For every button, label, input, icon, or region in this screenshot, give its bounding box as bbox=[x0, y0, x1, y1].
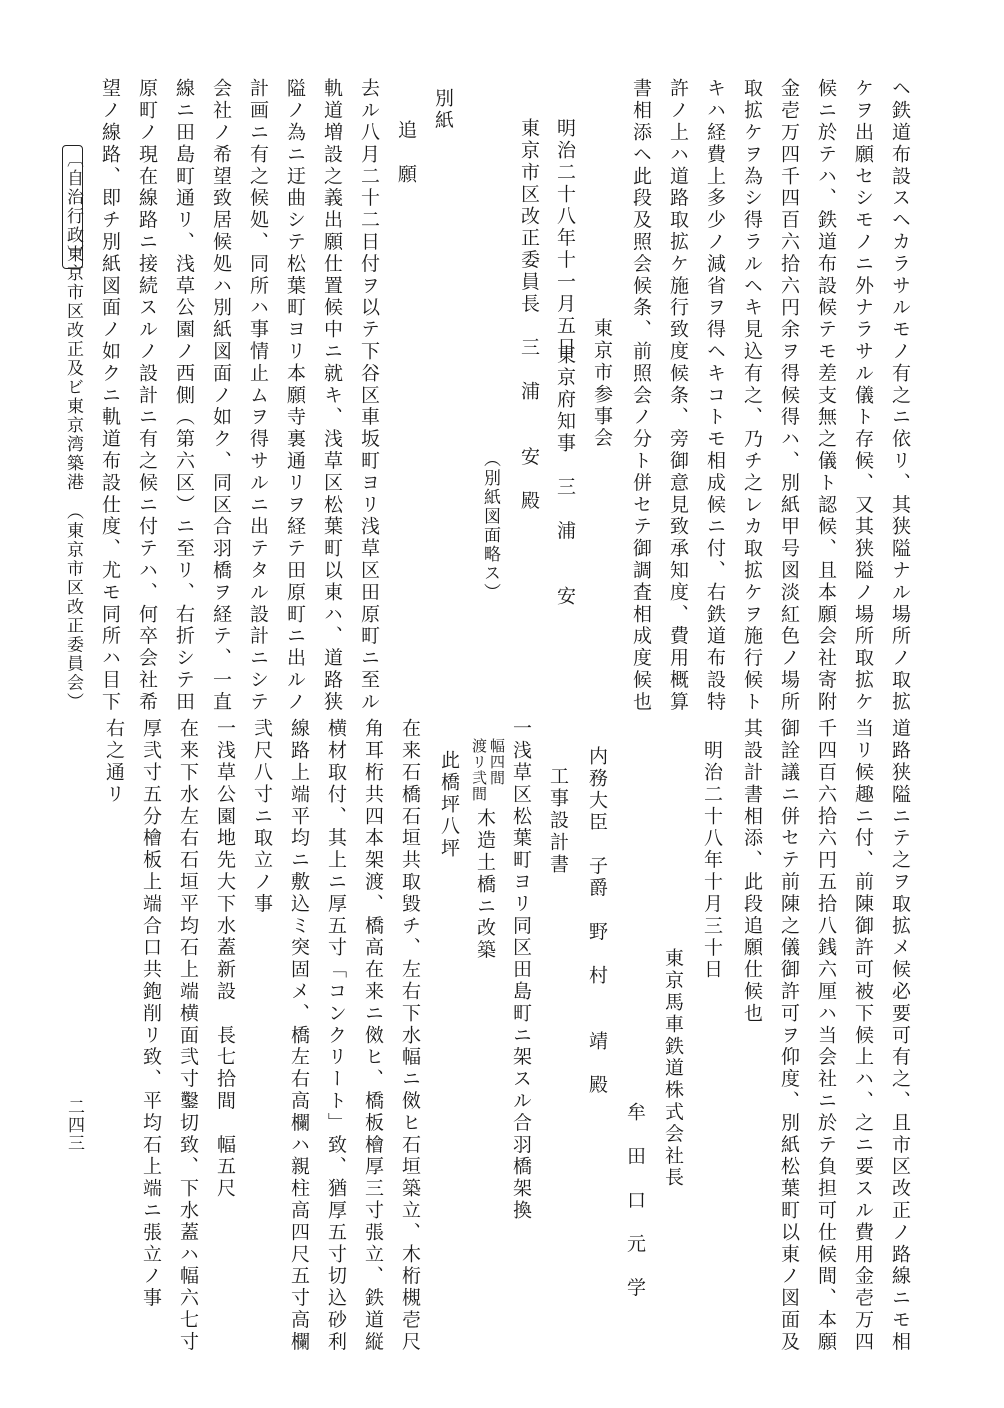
petition-line-7: 原町ノ現在線路ニ接続スルノ設計ニ有之候ニ付テハ、何卒会社希 bbox=[136, 78, 158, 714]
construction-plan-heading: 工事設計書 bbox=[547, 766, 569, 876]
attachment-label: 別紙 bbox=[432, 88, 454, 132]
letter-date: 明治二十八年十一月五日 bbox=[554, 118, 576, 359]
letter-line-6: キハ経費上多少ノ減省ヲ得ヘキコトモ相成候ニ付、右鉄道布設特 bbox=[704, 78, 726, 714]
construction-item: 一浅草区松葉町ヨリ同区田島町ニ架スル合羽橋架換 bbox=[510, 718, 532, 1222]
petition-date: 明治二十八年十月三十日 bbox=[701, 740, 723, 981]
addressee-committee-chair: 東京市区改正委員長 三 浦 安 殿 bbox=[518, 118, 540, 513]
spec-line-6: 一浅草公園地先大下水蓋新設 長七拾間 幅五尺 bbox=[214, 718, 236, 1200]
letter-line-7: 許ノ上ハ道路取拡ケ施行致度候条、旁御意見致承知度、費用概算 bbox=[667, 78, 689, 714]
petition-line-9: 道路狭隘ニテ之ヲ取拡メ候必要可有之、且市区改正ノ路線ニモ相 bbox=[889, 718, 911, 1354]
spec-line-4: 線路上端平均ニ敷込ミ突固メ、橋左右高欄ハ親柱高四尺五寸高欄 bbox=[288, 718, 310, 1354]
addressee-home-minister: 内務大臣 子爵 野 村 靖 殿 bbox=[586, 746, 608, 1097]
petition-line-8: 望ノ線路、即チ別紙図面ノ如クニ軌道布設仕度、尤モ同所ハ目下 bbox=[99, 78, 121, 714]
spec-closing: 右之通リ bbox=[103, 718, 125, 806]
omitted-map-note: （別紙図面略ス） bbox=[480, 450, 500, 602]
letter-line-3: 候ニ於テハ、鉄道布設候テモ差支無之儀ト認候、且本願会社寄附 bbox=[815, 78, 837, 714]
spec-line-1: 在来石橋石垣共取毀チ、左右下水幅ニ傚ヒ石垣築立、木桁槻壱尺 bbox=[399, 718, 421, 1354]
letter-line-1: ヘ鉄道布設スヘカラサルモノ有之ニ依リ、其狭隘ナル場所ノ取拡 bbox=[889, 78, 911, 714]
petition-line-12: 御詮議ニ併セテ前陳之儀御許可ヲ仰度、別紙松葉町以東ノ図面及 bbox=[778, 718, 800, 1354]
spec-line-8: 厚弐寸五分檜板上端合口共鉋削リ致、平均石上端ニ張立ノ事 bbox=[140, 718, 162, 1310]
bridge-span: 渡リ弐間 bbox=[470, 738, 488, 802]
supplementary-petition-heading: 追 願 bbox=[395, 120, 417, 186]
spec-line-2: 角耳桁共四本架渡、橋高在来ニ傚ヒ、橋板檜厚三寸張立、鉄道縦 bbox=[362, 718, 384, 1354]
company-president-name: 牟 田 口 元 学 bbox=[624, 1102, 646, 1300]
petition-line-3: 隘ノ為ニ迂曲シテ松葉町ヨリ本願寺裏通リヲ経テ田原町ニ出ルノ bbox=[284, 78, 306, 714]
letter-line-4: 金壱万四千四百六拾六円余ヲ得候得ハ、別紙甲号図淡紅色ノ場所 bbox=[778, 78, 800, 714]
addressee-governor: 東京府知事 三 浦 安 bbox=[554, 345, 576, 608]
petition-line-10: 当リ候趣ニ付、前陳御許可被下候上ハ、之ニ要スル費用金壱万四 bbox=[852, 718, 874, 1354]
bridge-area: 此橋坪八坪 bbox=[438, 750, 460, 860]
page-number: 二四三 bbox=[64, 1098, 84, 1152]
running-title: 東京市区改正及ビ東京湾築港 （東京市区改正委員会） bbox=[63, 245, 83, 712]
spec-line-5: 弐尺八寸ニ取立ノ事 bbox=[251, 718, 273, 916]
letter-line-2: ケヲ出願セシモノニ外ナラサル儀ト存候、又其狭隘ノ場所取拡ケ bbox=[852, 78, 874, 714]
petition-line-4: 計画ニ有之候処、同所ハ事情止ムヲ得サルニ出テタル設計ニシテ bbox=[247, 78, 269, 714]
petition-line-1: 去ル八月二十二日付ヲ以テ下谷区車坂町ヨリ浅草区田原町ニ至ル bbox=[358, 78, 380, 714]
letter-line-5: 取拡ケヲ為シ得ラルヘキ見込有之、乃チ之レカ取拡ケヲ施行候ト bbox=[741, 78, 763, 714]
company-president-title: 東京馬車鉄道株式会社長 bbox=[662, 948, 684, 1189]
spec-line-7: 在来下水左右石垣平均石上端横面弐寸鑿切致、下水蓋ハ幅六七寸 bbox=[177, 718, 199, 1354]
spec-line-3: 横材取付、其上ニ厚五寸「コンクリート」致、猶厚五寸切込砂利 bbox=[325, 718, 347, 1354]
petition-line-2: 軌道増設之義出願仕置候中ニ就キ、浅草区松葉町以東ハ、道路狭 bbox=[321, 78, 343, 714]
bridge-width: 幅四間 bbox=[488, 738, 506, 786]
section-label: 〔自治行政〕 bbox=[62, 145, 83, 269]
petition-line-11: 千四百六拾六円五拾八銭六厘ハ当会社ニ於テ負担可仕候間、本願 bbox=[815, 718, 837, 1354]
letter-line-8: 書相添ヘ此段及照会候条、前照会ノ分ト併セテ御調査相成度候也 bbox=[630, 78, 652, 714]
sender-municipal-council: 東京市参事会 bbox=[591, 318, 613, 450]
bridge-rebuild-type: 木造土橋ニ改築 bbox=[474, 808, 496, 962]
petition-line-6: 線ニ田島町通リ、浅草公園ノ西側（第六区）ニ至リ、右折シテ田 bbox=[173, 78, 195, 714]
petition-line-13: 其設計書相添、此段追願仕候也 bbox=[741, 718, 763, 1025]
petition-line-5: 会社ノ希望致居候処ハ別紙図面ノ如ク、同区合羽橋ヲ経テ、一直 bbox=[210, 78, 232, 714]
